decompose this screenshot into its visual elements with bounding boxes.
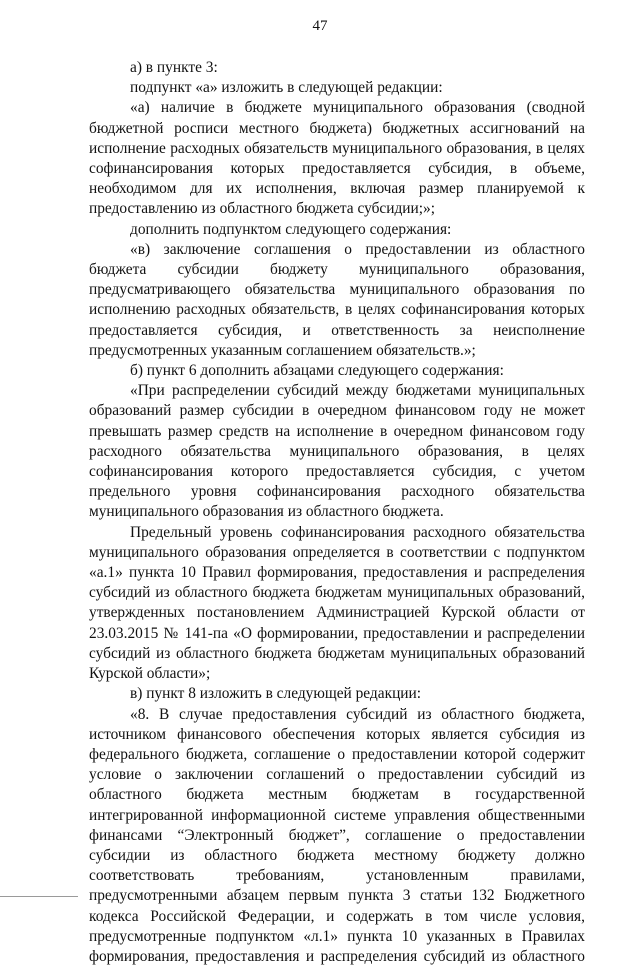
page-number: 47 [0, 18, 640, 35]
paragraph-item-8-text: «8. В случае предоставления субсидий из областного бюджета, источником финансового обеспечения которых является субсидия из федерального бюджета, соглашение о предоставлении которой содержит условие о заключении соглашений о предоставлении субсидий из областного бюджета местным бюджетам в государственной интегрированной информационной системе управления общественными финансами “Электронный бюджет”, соглашение о предоставлении субсидии из областного бюджета местному бюджету должно соответствовать требованиям, установленным правилами, предусмотренными абзацем первым пункта 3 статьи 132 Бюджетного кодекса Российской Федерации, и содержать в том числе условия, предусмотренные подпунктом «л.1» пункта 10 указанных в Правилах формирования, предоставления и распределения субсидий из областного [89, 705, 585, 967]
document-body [89, 58, 585, 967]
paragraph-subitem-a-text: «а) наличие в бюджете муниципального образования (сводной бюджетной росписи местного бюджета) бюджетных ассигнований на исполнение расходных обязательств муниципального образования, в целях софинансирования которых предоставляется субсидия, в объеме, необходимом для их исполнения, включая размер планируемой к предоставлению из областного бюджета субсидии;»; [89, 98, 585, 219]
paragraph-item-b: б) пункт 6 дополнить абзацами следующего содержания: [89, 361, 585, 381]
paragraph-item-a: а) в пункте 3: [89, 58, 585, 78]
paragraph-cofinancing-level: Предельный уровень софинансирования расходного обязательства муниципального образования определяется в соответствии с подпунктом «а.1» пункта 10 Правил формирования, предоставления и распределения субсидий из областного бюджета бюджетам муниципальных образований, утвержденных постановлением Администрацией Курской области от 23.03.2015 № 141-па «О формировании, предоставлении и распределении субсидий из областного бюджета бюджетам муниципальных образований Курской области»; [89, 523, 585, 685]
paragraph-subitem-v-text: «в) заключение соглашения о предоставлении из областного бюджета субсидии бюджету муниципального образования, предусматривающего обязательства муниципального образования по исполнению расходных обязательств, в целях софинансирования которых предоставляется субсидия, и ответственность за неисполнение предусмотренных указанным соглашением обязательств.»; [89, 240, 585, 361]
paragraph-distribution-rule: «При распределении субсидий между бюджетами муниципальных образований размер субсидии в очередном финансовом году не может превышать размер средств на исполнение в очередном финансовом году расходного обязательства муниципального образования, в целях софинансирования которого предоставляется субсидия, с учетом предельного уровня софинансирования расходного обязательства муниципального образования из областного бюджета. [89, 381, 585, 522]
paragraph-item-v: в) пункт 8 изложить в следующей редакции: [89, 684, 585, 704]
paragraph-add-subitem-intro: дополнить подпунктом следующего содержания: [89, 220, 585, 240]
paragraph-subitem-a-intro: подпункт «а» изложить в следующей редакции: [89, 78, 585, 98]
footer-divider [0, 896, 78, 897]
